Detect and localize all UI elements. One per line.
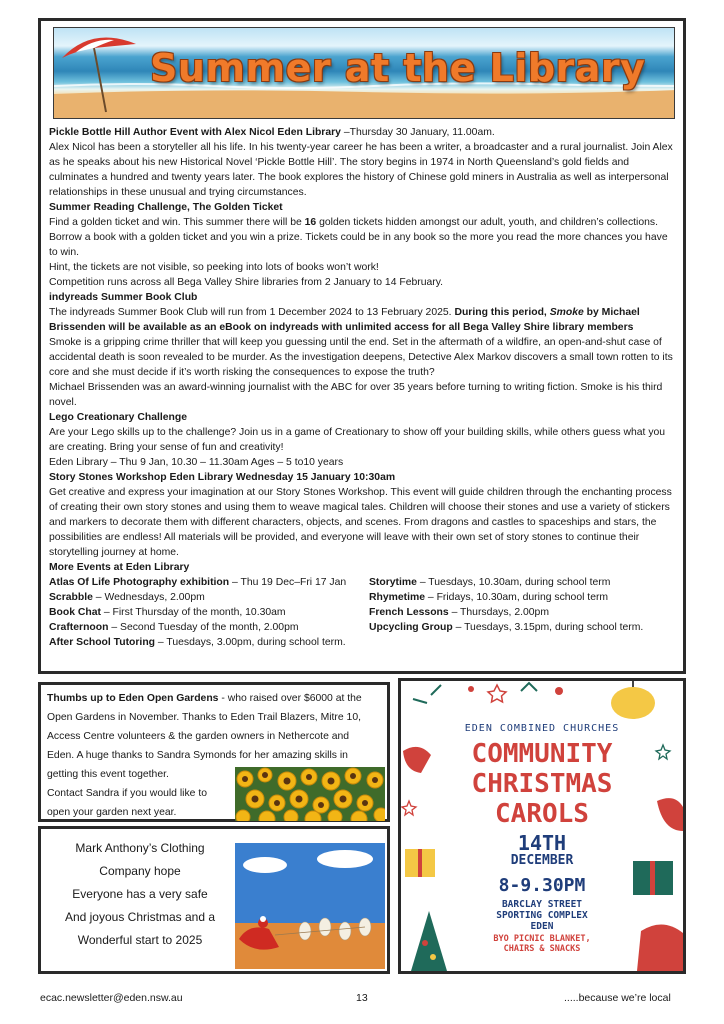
reading-body [49, 215, 677, 260]
gardens-heading: Thumbs up to Eden Open Gardens [47, 693, 219, 704]
summer-banner [53, 27, 675, 119]
list-item [49, 620, 367, 635]
reading-heading: Summer Reading Challenge, The Golden Ticket [49, 202, 283, 213]
gardens-line-1 [47, 689, 381, 708]
list-item [49, 575, 367, 590]
event-name: Crafternoon [49, 622, 109, 633]
lego-heading: Lego Creationary Challenge [49, 412, 187, 423]
event-detail: – Thursdays, 2.00pm [448, 607, 549, 618]
stones-heading: Story Stones Workshop Eden Library Wednesday 15 January 10:30am [49, 472, 396, 483]
pickle-when: –Thursday 30 January, 11.00am. [340, 127, 495, 138]
reading-body-a: Find a golden ticket and win. This summer there will be [49, 217, 305, 228]
clothing-line: Company hope [99, 864, 181, 878]
carols-title-community: COMMUNITY [471, 739, 613, 769]
clothing-message [55, 837, 225, 952]
carols-venue-street: BARCLAY STREET [501, 899, 583, 910]
event-detail: – Fridays, 10.30am, during school term [425, 592, 609, 603]
footer-tagline: .....because we’re local [564, 992, 671, 1004]
event-name: Upcycling Group [369, 622, 453, 633]
stones-body: Get creative and express your imagination at our Story Stones Workshop. This event will guide children through the enchanting process of creating their own story stones and using them to weave magical tales. Children will choose their stones and use a variety of stickers and markers to decorate them with different characters, objects, and scenes. From dragons and castles to spaceships and stars, the possibilities are endless! All materials will be provided, and everyone will leave with their own set of story stones to continue their storytelling journey at home. [49, 487, 672, 558]
clothing-line: And joyous Christmas and a [64, 910, 216, 924]
carols-month: DECEMBER [510, 853, 574, 868]
clothing-line: Wonderful start to 2025 [77, 933, 203, 947]
more-events-heading: More Events at Eden Library [49, 562, 190, 573]
list-item [49, 590, 367, 605]
library-articles [47, 125, 677, 650]
carols-venue-town: EDEN [530, 921, 554, 932]
pickle-body: Alex Nicol has been a storyteller all his life. In his twenty-year career he has been a writer, a broadcaster and a rural journalist. Join Alex as he speaks about his new Historical Novel ‘Pickle Bottle Hill’. The story begins in 1974 in North Queensland’s gold fields and culminates a hundred and twenty years later. The book explores the history of Chinese gold miners in Australia as well as interpersonal relationships in these unusual and trying circumstances. [49, 142, 673, 198]
clothing-line: Mark Anthony’s Clothing [75, 841, 205, 855]
event-name: Atlas Of Life Photography exhibition [49, 577, 230, 588]
reading-hint: Hint, the tickets are not visible, so peeking into lots of books won’t work! [49, 262, 379, 273]
indyreads-intro [49, 305, 677, 335]
gardens-line-5: getting this event together. [47, 769, 169, 780]
carols-title-christmas: CHRISTMAS [471, 769, 613, 799]
carols-byo-line-2: CHAIRS & SNACKS [503, 944, 581, 954]
event-detail: – First Thursday of the month, 10.30am [100, 607, 286, 618]
event-detail: – Wednesdays, 2.00pm [92, 592, 205, 603]
lego-body: Are your Lego skills up to the challenge? Join us in a game of Creationary to show off your building skills, while others guess what you are creating. Bring your sense of fun and creativity! [49, 427, 666, 453]
list-item [49, 605, 367, 620]
carols-venue-complex: SPORTING COMPLEX [496, 910, 588, 921]
list-item [49, 635, 367, 650]
gardens-line-2: Open Gardens in November. Thanks to Eden Trail Blazers, Mitre 10, [47, 712, 361, 723]
pickle-heading: Pickle Bottle Hill Author Event with Alex Nicol Eden Library [49, 127, 341, 138]
event-name: Book Chat [49, 607, 101, 618]
gardens-line-6: Contact Sandra if you would like to [47, 788, 207, 799]
ticket-count: 16 [304, 217, 317, 228]
clothing-line: Everyone has a very safe [72, 887, 208, 901]
gardens-line-1-text: - who raised over $6000 at the [218, 693, 362, 704]
page-footer [0, 992, 724, 1008]
event-detail: – Tuesdays, 3.00pm, during school term. [155, 637, 346, 648]
event-detail: – Thu 19 Dec–Fri 17 Jan [229, 577, 347, 588]
sunflowers-photo [235, 767, 385, 821]
list-item [369, 620, 679, 635]
event-name: Scrabble [49, 592, 93, 603]
carols-day: 14TH [517, 831, 567, 855]
santa-kangaroo-sleigh-image [235, 843, 385, 969]
event-name: French Lessons [369, 607, 449, 618]
newsletter-email[interactable]: ecac.newsletter@eden.nsw.au [40, 992, 183, 1004]
more-events-list [49, 575, 677, 650]
event-detail: – Tuesdays, 10.30am, during school term [416, 577, 611, 588]
banner-title: Summer at the Library [150, 46, 646, 90]
clothing-company-greeting [38, 826, 390, 974]
indyreads-body: Smoke is a gripping crime thriller that will keep you guessing until the end. Set in the aftermath of a wildfire, an open-and-shut case of accidental death is soon revealed to be murder. As the investigation deepens, Detective Alex Markov discovers a small town rotten to its core and she must decide if it’s worth risking the consequences to expose the truth? [49, 337, 673, 378]
carols-byo-line-1: BYO PICNIC BLANKET, [493, 934, 591, 944]
carols-organiser: EDEN COMBINED CHURCHES [464, 723, 620, 734]
event-name: After School Tutoring [49, 637, 156, 648]
open-gardens-notice [38, 682, 390, 822]
indyreads-author: Michael Brissenden was an award-winning journalist with the ABC for over 35 years before turning to writing fiction. Smoke is his third novel. [49, 382, 663, 408]
reading-dates: Competition runs across all Bega Valley Shire libraries from 2 January to 14 February. [49, 277, 444, 288]
reading-body-b: golden tickets hidden amongst our adult, youth, and children’s collections. Borrow a book with a golden ticket and you win a prize. Tickets could be in any book so the more you read the more chances you have to win. [49, 217, 668, 258]
gardens-line-3: Access Centre volunteers & the garden owners in Nethercote and [47, 731, 350, 742]
indyreads-heading: indyreads Summer Book Club [49, 292, 198, 303]
page-number: 13 [356, 992, 368, 1004]
event-detail: – Second Tuesday of the month, 2.00pm [108, 622, 299, 633]
event-name: Storytime [369, 577, 417, 588]
pickle-article [49, 125, 677, 140]
event-name: Rhymetime [369, 592, 426, 603]
christmas-carols-poster [398, 678, 686, 974]
indyreads-book-title: Smoke [549, 307, 584, 318]
lego-details: Eden Library – Thu 9 Jan, 10.30 – 11.30am Ages – 5 to10 years [49, 457, 344, 468]
event-detail: – Tuesdays, 3.15pm, during school term. [452, 622, 644, 633]
gardens-line-4: Eden. A huge thanks to Sandra Symonds for her amazing skills in [47, 750, 348, 761]
indyreads-bold-b: by Michael Brissenden will be available as an eBook on indyreads with unlimited access for all Bega Valley Shire library members [49, 307, 640, 333]
carols-time: 8-9.30PM [498, 875, 586, 896]
indyreads-intro-text: The indyreads Summer Book Club will run from 1 December 2024 to 13 February 2025. [49, 307, 455, 318]
carols-title-carols: CAROLS [495, 799, 589, 829]
indyreads-bold-a: During this period, [454, 307, 550, 318]
library-section [38, 18, 686, 674]
list-item [369, 575, 679, 590]
list-item [369, 590, 679, 605]
list-item [369, 605, 679, 620]
gardens-line-7: open your garden next year. [47, 807, 177, 818]
